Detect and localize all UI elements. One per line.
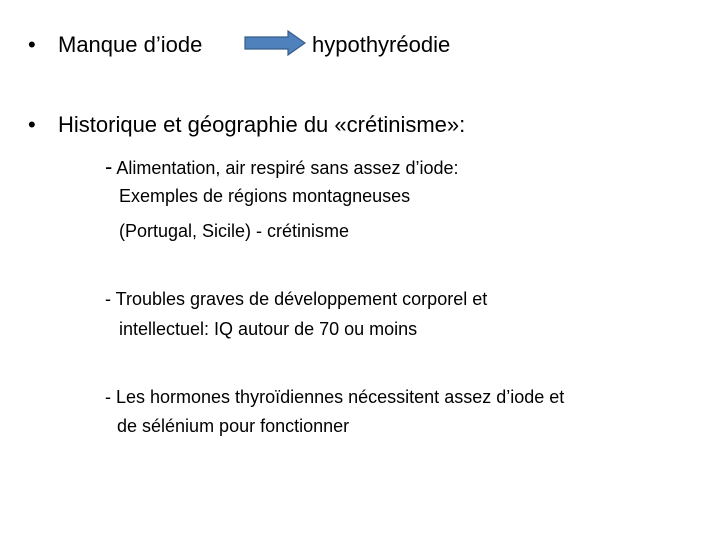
- sub-item-1-line-1: [105, 156, 459, 179]
- sub-item-1-text: Alimentation, air respiré sans assez d’iode:: [116, 158, 459, 178]
- bullet1-right-text: hypothyréodie: [312, 32, 451, 57]
- bullet-dot: •: [28, 112, 36, 137]
- sub-item-2-line-1: - Troubles graves de développement corporel et: [105, 289, 488, 309]
- sub-item-2-line-2: intellectuel: IQ autour de 70 ou moins: [119, 319, 418, 339]
- bullet2-text: Historique et géographie du «crétinisme»:: [58, 112, 466, 137]
- bullet1-left-text: Manque d’iode: [58, 32, 203, 57]
- bullet-iodine-deficiency: [28, 32, 202, 58]
- sub-item-1-dash: -: [105, 154, 113, 179]
- sub-item-3-line-1: - Les hormones thyroïdiennes nécessitent assez d’iode et: [105, 387, 565, 407]
- right-arrow-icon: [244, 30, 306, 56]
- sub-item-3-line-2: de sélénium pour fonctionner: [117, 416, 350, 436]
- bullet-dot: •: [28, 32, 36, 57]
- bullet-history-geography: [28, 112, 465, 138]
- sub-item-1-line-2: Exemples de régions montagneuses: [119, 186, 411, 206]
- sub-item-1-line-3: (Portugal, Sicile) - crétinisme: [119, 221, 350, 241]
